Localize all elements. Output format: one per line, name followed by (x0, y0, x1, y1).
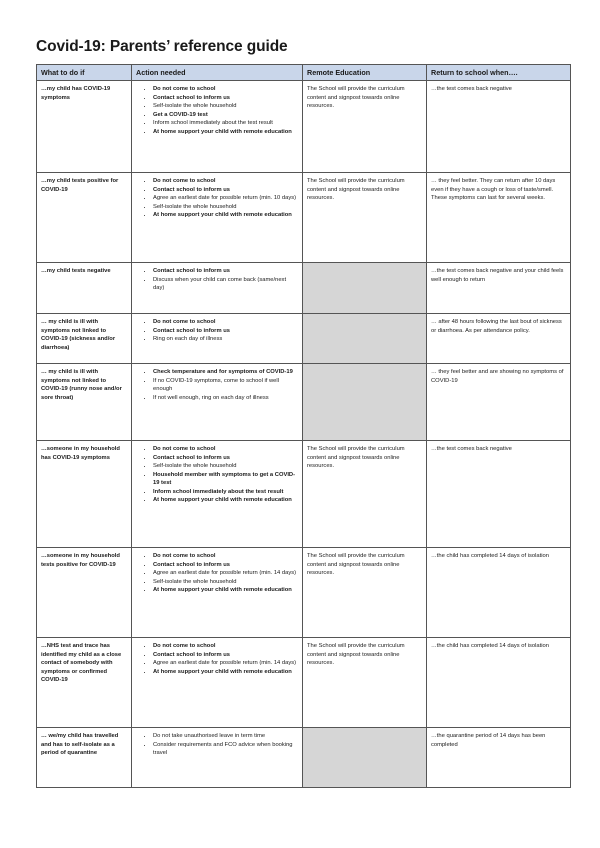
table-row (37, 638, 571, 728)
actions-list (136, 177, 298, 220)
action-item: • At home support your child with remote education (153, 668, 298, 677)
actions-cell (132, 548, 303, 638)
return-to-school-cell: … they feel better. They can return after 10 days even if they have a cough or loss of taste/smell. These symptoms can last for several weeks. (427, 173, 571, 263)
header-return-to-school: Return to school when…. (427, 65, 571, 81)
actions-list (136, 318, 298, 344)
action-item: • If not well enough, ring on each day of illness (153, 394, 298, 403)
action-item: • Inform school immediately about the test result (153, 119, 298, 128)
header-what-to-do-if: What to do if (37, 65, 132, 81)
return-to-school-cell: …the test comes back negative (427, 441, 571, 548)
action-item: • Agree an earliest date for possible return (min. 10 days) (153, 194, 298, 203)
action-item: • At home support your child with remote education (153, 586, 298, 595)
return-to-school-cell: …the test comes back negative (427, 81, 571, 173)
action-item: • Self-isolate the whole household (153, 462, 298, 471)
actions-list (136, 85, 298, 136)
actions-cell (132, 173, 303, 263)
remote-education-cell: The School will provide the curriculum content and signpost towards online resources. (303, 441, 427, 548)
action-item: • Discuss when your child can come back (same/next day) (153, 276, 298, 293)
remote-education-cell (303, 314, 427, 364)
condition-cell: …NHS test and trace has identified my child as a close contact of somebody with symptoms or confirmed COVID-19 (37, 638, 132, 728)
actions-list (136, 445, 298, 505)
return-to-school-cell: …the quarantine period of 14 days has been completed (427, 728, 571, 788)
action-item: • Agree an earliest date for possible return (min. 14 days) (153, 569, 298, 578)
table-row (37, 441, 571, 548)
actions-list (136, 267, 298, 293)
actions-cell (132, 314, 303, 364)
table-row (37, 263, 571, 314)
actions-list (136, 732, 298, 758)
return-to-school-cell: …the child has completed 14 days of isolation (427, 548, 571, 638)
action-item: • Do not come to school (153, 552, 298, 561)
action-item: • Do not come to school (153, 445, 298, 454)
remote-education-cell: The School will provide the curriculum content and signpost towards online resources. (303, 548, 427, 638)
condition-cell: …my child has COVID-19 symptoms (37, 81, 132, 173)
return-to-school-cell: …the test comes back negative and your child feels well enough to return (427, 263, 571, 314)
remote-education-cell (303, 728, 427, 788)
remote-education-cell (303, 364, 427, 441)
table-row (37, 173, 571, 263)
return-to-school-cell: … after 48 hours following the last bout of sickness or diarrhoea. As per attendance policy. (427, 314, 571, 364)
table-body (37, 81, 571, 788)
actions-list (136, 368, 298, 402)
action-item: • Contact school to inform us (153, 651, 298, 660)
actions-list (136, 552, 298, 595)
action-item: • If no COVID-19 symptoms, come to school if well enough (153, 377, 298, 394)
actions-cell (132, 441, 303, 548)
return-to-school-cell: …the child has completed 14 days of isolation (427, 638, 571, 728)
action-item: • Do not come to school (153, 318, 298, 327)
action-item: • Check temperature and for symptoms of COVID-19 (153, 368, 298, 377)
page-title: Covid-19: Parents’ reference guide (36, 38, 288, 55)
actions-list (136, 642, 298, 676)
actions-cell (132, 263, 303, 314)
remote-education-cell: The School will provide the curriculum content and signpost towards online resources. (303, 81, 427, 173)
action-item: • At home support your child with remote education (153, 496, 298, 505)
condition-cell: …someone in my household has COVID-19 symptoms (37, 441, 132, 548)
condition-cell: …my child tests positive for COVID-19 (37, 173, 132, 263)
table-row (37, 81, 571, 173)
table-row (37, 728, 571, 788)
action-item: • Contact school to inform us (153, 94, 298, 103)
table-row (37, 314, 571, 364)
remote-education-cell: The School will provide the curriculum content and signpost towards online resources. (303, 173, 427, 263)
table-row (37, 548, 571, 638)
condition-cell: … my child is ill with symptoms not linked to COVID-19 (runny nose and/or sore throat) (37, 364, 132, 441)
actions-cell (132, 364, 303, 441)
action-item: • Do not come to school (153, 177, 298, 186)
document-page (36, 38, 570, 788)
action-item: • Get a COVID-19 test (153, 111, 298, 120)
action-item: • Contact school to inform us (153, 267, 298, 276)
return-to-school-cell: … they feel better and are showing no symptoms of COVID-19 (427, 364, 571, 441)
action-item: • Self-isolate the whole household (153, 578, 298, 587)
action-item: • At home support your child with remote education (153, 128, 298, 137)
action-item: • Contact school to inform us (153, 561, 298, 570)
action-item: • Do not come to school (153, 642, 298, 651)
remote-education-cell: The School will provide the curriculum content and signpost towards online resources. (303, 638, 427, 728)
table-header-row (37, 65, 571, 81)
header-action-needed: Action needed (132, 65, 303, 81)
actions-cell (132, 638, 303, 728)
action-item: • Contact school to inform us (153, 454, 298, 463)
action-item: • Do not come to school (153, 85, 298, 94)
table-row (37, 364, 571, 441)
condition-cell: …my child tests negative (37, 263, 132, 314)
actions-cell (132, 728, 303, 788)
remote-education-cell (303, 263, 427, 314)
header-remote-education: Remote Education (303, 65, 427, 81)
action-item: • Do not take unauthorised leave in term time (153, 732, 298, 741)
reference-table (36, 64, 571, 788)
condition-cell: … my child is ill with symptoms not linked to COVID-19 (sickness and/or diarrhoea) (37, 314, 132, 364)
action-item: • Agree an earliest date for possible return (min. 14 days) (153, 659, 298, 668)
action-item: • Self-isolate the whole household (153, 203, 298, 212)
condition-cell: …someone in my household tests positive for COVID-19 (37, 548, 132, 638)
action-item: • Contact school to inform us (153, 186, 298, 195)
action-item: • Ring on each day of illness (153, 335, 298, 344)
action-item: • Contact school to inform us (153, 327, 298, 336)
action-item: • Inform school immediately about the test result (153, 488, 298, 497)
action-item: • Self-isolate the whole household (153, 102, 298, 111)
condition-cell: … we/my child has travelled and has to self-isolate as a period of quarantine (37, 728, 132, 788)
actions-cell (132, 81, 303, 173)
action-item: • Consider requirements and FCO advice when booking travel (153, 741, 298, 758)
action-item: • At home support your child with remote education (153, 211, 298, 220)
action-item: • Household member with symptoms to get a COVID-19 test (153, 471, 298, 488)
